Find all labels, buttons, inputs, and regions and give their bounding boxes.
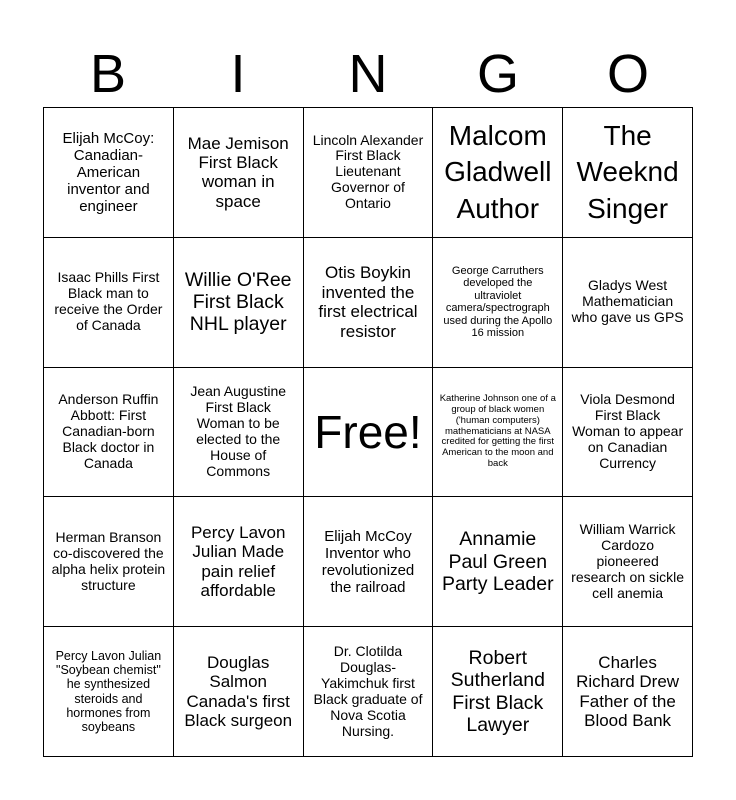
bingo-cell[interactable]: Viola Desmond First Black Woman to appear on Canadian Currency <box>563 368 693 498</box>
bingo-board <box>43 107 693 757</box>
bingo-cell[interactable]: William Warrick Cardozo pioneered research on sickle cell anemia <box>563 497 693 627</box>
bingo-cell[interactable]: Dr. Clotilda Douglas-Yakimchuk first Black graduate of Nova Scotia Nursing. <box>304 627 434 757</box>
header-letter-i: I <box>230 44 246 104</box>
bingo-cell[interactable]: Jean Augustine First Black Woman to be elected to the House of Commons <box>174 368 304 498</box>
bingo-cell[interactable]: Otis Boykin invented the first electrical resistor <box>304 238 434 368</box>
bingo-cell[interactable]: Malcom Gladwell Author <box>433 108 563 238</box>
bingo-cell[interactable]: Elijah McCoy Inventor who revolutionized the railroad <box>304 497 434 627</box>
bingo-cell[interactable]: Percy Lavon Julian "Soybean chemist" he synthesized steroids and hormones from soybeans <box>44 627 174 757</box>
bingo-cell[interactable]: Annamie Paul Green Party Leader <box>433 497 563 627</box>
bingo-cell[interactable]: Anderson Ruffin Abbott: First Canadian-born Black doctor in Canada <box>44 368 174 498</box>
bingo-cell[interactable]: Isaac Phills First Black man to receive the Order of Canada <box>44 238 174 368</box>
bingo-cell[interactable]: George Carruthers developed the ultraviolet camera/spectrograph used during the Apollo 16 mission <box>433 238 563 368</box>
free-space-cell[interactable]: Free! <box>304 368 434 498</box>
header-letter-g: G <box>476 44 519 104</box>
bingo-header <box>43 42 693 106</box>
bingo-cell[interactable]: Percy Lavon Julian Made pain relief affordable <box>174 497 304 627</box>
bingo-cell[interactable]: Charles Richard Drew Father of the Blood Bank <box>563 627 693 757</box>
bingo-cell[interactable]: Gladys West Mathematician who gave us GPS <box>563 238 693 368</box>
bingo-cell[interactable]: Elijah McCoy: Canadian-American inventor and engineer <box>44 108 174 238</box>
bingo-cell[interactable]: The Weeknd Singer <box>563 108 693 238</box>
bingo-cell[interactable]: Katherine Johnson one of a group of black women ('human computers) mathematicians at NASA credited for getting the first American to the moon and back <box>433 368 563 498</box>
bingo-cell[interactable]: Lincoln Alexander First Black Lieutenant Governor of Ontario <box>304 108 434 238</box>
header-letter-o: O <box>606 44 649 104</box>
header-letter-b: B <box>89 44 127 104</box>
bingo-cell[interactable]: Mae Jemison First Black woman in space <box>174 108 304 238</box>
header-letter-n: N <box>348 44 388 104</box>
bingo-cell[interactable]: Robert Sutherland First Black Lawyer <box>433 627 563 757</box>
bingo-cell[interactable]: Willie O'Ree First Black NHL player <box>174 238 304 368</box>
bingo-cell[interactable]: Herman Branson co-discovered the alpha helix protein structure <box>44 497 174 627</box>
bingo-cell[interactable]: Douglas Salmon Canada's first Black surgeon <box>174 627 304 757</box>
